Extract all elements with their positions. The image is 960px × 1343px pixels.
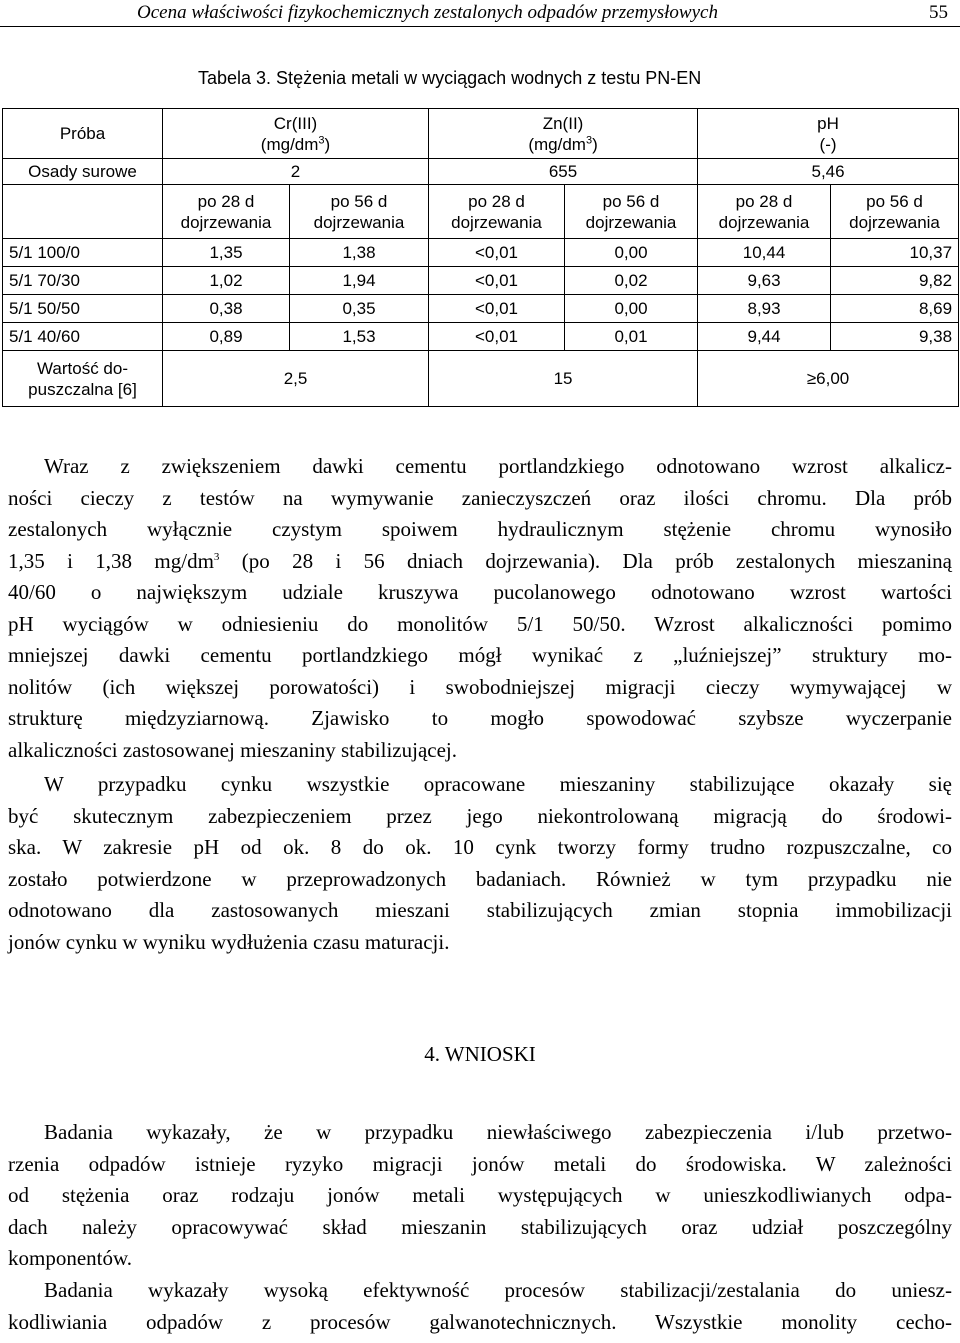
text-line: zestalonych wyłącznie czystym spoiwem hydraulicznym stężenie chromu wynosiło bbox=[8, 517, 952, 541]
header-proba: Próba bbox=[3, 109, 163, 159]
text-line: strukturę międzyziarnową. Zjawisko to mogło spowodować szybsze wyczerpanie bbox=[8, 706, 952, 730]
cell-value: 9,63 bbox=[698, 267, 831, 295]
paragraph-4 bbox=[8, 1275, 952, 1338]
header-zn-name: Zn(II) bbox=[542, 113, 584, 133]
subheader-ph-56 bbox=[831, 185, 959, 239]
header-cr-unit-text: (mg/dm bbox=[260, 134, 319, 154]
raw-label: Osady surowe bbox=[3, 159, 163, 185]
text-line: Badania wykazały wysoką efektywność procesów stabilizacji/zestalania do uniesz- bbox=[44, 1278, 952, 1302]
metal-concentration-table bbox=[2, 108, 959, 407]
text-line: 40/60 o największym udziale kruszywa pucolanowego odnotowano wzrost wartości bbox=[8, 580, 952, 604]
cell-value: 0,00 bbox=[565, 239, 698, 267]
subheader-text: dojrzewania bbox=[313, 212, 405, 232]
cell-value: 9,38 bbox=[831, 323, 959, 351]
cell-value: 0,38 bbox=[163, 295, 290, 323]
paragraph-1 bbox=[8, 451, 952, 766]
subheader-zn-56 bbox=[565, 185, 698, 239]
cell-value: <0,01 bbox=[429, 323, 565, 351]
header-zn bbox=[429, 109, 698, 159]
table-subheader-row bbox=[3, 185, 959, 239]
cell-value: 0,00 bbox=[565, 295, 698, 323]
text-line: ska. W zakresie pH od ok. 8 do ok. 10 cynk tworzy formy trudno rozpuszczalne, co bbox=[8, 835, 952, 859]
text-line: ności cieczy z testów na wymywanie zanieczyszczeń oraz ilości chromu. Dla prób bbox=[8, 485, 952, 510]
cell-value: 10,44 bbox=[698, 239, 831, 267]
text-span: (po 28 i 56 dniach dojrzewania). Dla prób zestalonych mieszaniną bbox=[219, 548, 952, 573]
table-row-raw bbox=[3, 159, 959, 185]
running-title: Ocena właściwości fizykochemicznych zestalonych odpadów przemysłowych bbox=[137, 2, 718, 23]
running-header bbox=[0, 0, 960, 27]
text-line: komponentów. bbox=[8, 1246, 133, 1270]
cell-value: 0,02 bbox=[565, 267, 698, 295]
header-zn-unit bbox=[433, 134, 693, 155]
cell-value: 10,37 bbox=[831, 239, 959, 267]
text-line: dach należy opracowywać skład mieszanin stabilizujących oraz udział poszczególny bbox=[8, 1214, 952, 1239]
cell-value: 9,82 bbox=[831, 267, 959, 295]
cell-value: 9,44 bbox=[698, 323, 831, 351]
subheader-cr-28 bbox=[163, 185, 290, 239]
subheader-text: dojrzewania bbox=[585, 212, 677, 232]
text-line: rzenia odpadów istnieje ryzyko migracji jonów metali do środowiska. W zależności bbox=[8, 1151, 952, 1176]
subheader-empty bbox=[3, 185, 163, 239]
row-label: 5/1 40/60 bbox=[3, 323, 163, 351]
cell-value: 0,35 bbox=[290, 295, 429, 323]
text-line: nolitów (ich większej porowatości) i swobodniejszej migracji cieczy wymywającej w bbox=[8, 674, 952, 699]
row-label: 5/1 100/0 bbox=[3, 239, 163, 267]
subheader-ph-28 bbox=[698, 185, 831, 239]
subheader-text: dojrzewania bbox=[180, 212, 272, 232]
subheader-text: po 28 d bbox=[468, 191, 525, 211]
cell-value: <0,01 bbox=[429, 267, 565, 295]
header-ph-name: pH bbox=[817, 113, 839, 133]
cell-value: <0,01 bbox=[429, 239, 565, 267]
text-sup: 3 bbox=[213, 550, 220, 563]
raw-zn: 655 bbox=[429, 159, 698, 185]
cell-value: 0,01 bbox=[565, 323, 698, 351]
text-line: być skutecznym zabezpieczeniem przez jego niekontrolowaną migracją do środowi- bbox=[8, 803, 952, 828]
table-row-limit bbox=[3, 351, 959, 407]
subheader-text: po 56 d bbox=[330, 191, 388, 211]
text-line: Badania wykazały, że w przypadku niewłaściwego zabezpieczenia i/lub przetwo- bbox=[44, 1120, 952, 1144]
text-line: mniejszej dawki cementu portlandzkiego mógł wynikać z „luźniejszej” struktury mo- bbox=[8, 643, 952, 667]
subheader-text: po 28 d bbox=[197, 191, 255, 211]
section-heading: 4. WNIOSKI bbox=[424, 1042, 536, 1066]
subheader-text: po 56 d bbox=[602, 191, 660, 211]
subheader-text: po 28 d bbox=[735, 191, 793, 211]
limit-label bbox=[3, 351, 163, 407]
header-cr-unit-sup: 3 bbox=[318, 133, 325, 146]
subheader-text: dojrzewania bbox=[849, 212, 940, 232]
subheader-cr-56 bbox=[290, 185, 429, 239]
table-row bbox=[3, 239, 959, 267]
header-ph-unit: (-) bbox=[819, 134, 837, 154]
table-caption: Tabela 3. Stężenia metali w wyciągach wodnych z testu PN-EN bbox=[198, 68, 702, 88]
subheader-text: po 56 d bbox=[866, 191, 923, 211]
paragraph-3 bbox=[8, 1117, 952, 1275]
table-row bbox=[3, 323, 959, 351]
limit-zn: 15 bbox=[429, 351, 698, 407]
cell-value: 8,93 bbox=[698, 295, 831, 323]
table-row bbox=[3, 267, 959, 295]
header-zn-unit-close: ) bbox=[592, 134, 598, 154]
cell-value: 1,02 bbox=[163, 267, 290, 295]
page-number: 55 bbox=[929, 2, 948, 23]
text-line: Wraz z zwiększeniem dawki cementu portlandzkiego odnotowano wzrost alkalicz- bbox=[44, 454, 952, 478]
text-line: od stężenia oraz rodzaju jonów metali występujących w unieszkodliwianych odpa- bbox=[8, 1183, 952, 1207]
subheader-text: dojrzewania bbox=[451, 212, 542, 232]
subheader-zn-28 bbox=[429, 185, 565, 239]
cell-value: 0,89 bbox=[163, 323, 290, 351]
text-line: kodliwiania odpadów z procesów galwanotechnicznych. Wszystkie monolity cecho- bbox=[8, 1309, 952, 1334]
text-line bbox=[8, 546, 952, 578]
header-cr bbox=[163, 109, 429, 159]
text-span: 1,35 i 1,38 mg/dm bbox=[8, 548, 214, 573]
cell-value: 1,94 bbox=[290, 267, 429, 295]
header-cr-unit bbox=[167, 134, 424, 155]
raw-cr: 2 bbox=[163, 159, 429, 185]
header-zn-unit-sup: 3 bbox=[585, 133, 593, 146]
limit-cr: 2,5 bbox=[163, 351, 429, 407]
subheader-text: dojrzewania bbox=[718, 212, 810, 232]
text-line: W przypadku cynku wszystkie opracowane mieszaniny stabilizujące okazały się bbox=[44, 772, 952, 796]
paragraph-2 bbox=[8, 769, 952, 958]
cell-value: 1,38 bbox=[290, 239, 429, 267]
table-row bbox=[3, 295, 959, 323]
cell-value: 1,35 bbox=[163, 239, 290, 267]
limit-ph: ≥6,00 bbox=[698, 351, 959, 407]
row-label: 5/1 70/30 bbox=[3, 267, 163, 295]
header-zn-unit-text: (mg/dm bbox=[528, 134, 586, 154]
header-ph bbox=[698, 109, 959, 159]
text-line: odnotowano dla zastosowanych mieszani stabilizujących zmian stopnia immobilizacji bbox=[8, 898, 952, 922]
cell-value: 8,69 bbox=[831, 295, 959, 323]
raw-ph: 5,46 bbox=[698, 159, 959, 185]
cell-value: 1,53 bbox=[290, 323, 429, 351]
table-header-row bbox=[3, 109, 959, 159]
limit-label-line: puszczalna [6] bbox=[28, 379, 137, 399]
header-cr-unit-close: ) bbox=[324, 134, 331, 154]
text-line: pH wyciągów w odniesieniu do monolitów 5/1 50/50. Wzrost alkaliczności pomimo bbox=[8, 611, 952, 636]
text-line: zostało potwierdzone w przeprowadzonych badaniach. Również w tym przypadku nie bbox=[8, 866, 952, 891]
limit-label-line: Wartość do- bbox=[36, 358, 128, 378]
header-cr-name: Cr(III) bbox=[273, 113, 318, 133]
text-line: jonów cynku w wyniku wydłużenia czasu maturacji. bbox=[8, 929, 450, 954]
text-line: alkaliczności zastosowanej mieszaniny stabilizującej. bbox=[8, 737, 457, 762]
cell-value: <0,01 bbox=[429, 295, 565, 323]
row-label: 5/1 50/50 bbox=[3, 295, 163, 323]
